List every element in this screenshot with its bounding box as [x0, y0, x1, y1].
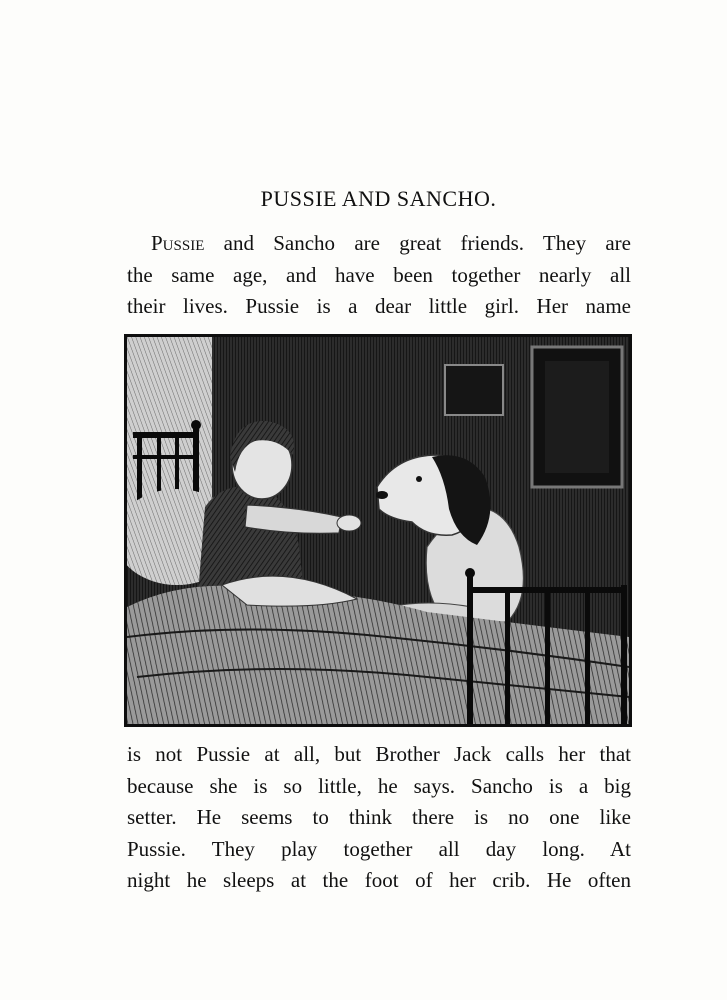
dropword: Pussie — [151, 231, 205, 255]
text-line: setter. He seems to think there is no one like — [127, 805, 631, 829]
engraving-illustration — [124, 334, 632, 727]
text-line: is not Pussie at all, but Brother Jack calls her that — [127, 742, 631, 766]
text-line: Pussie and Sancho are great friends. They are — [151, 231, 631, 255]
text-line: their lives. Pussie is a dear little girl. Her name — [127, 294, 631, 318]
story-title: PUSSIE AND SANCHO. — [260, 186, 497, 211]
paragraph-top — [127, 228, 631, 323]
text-line: Pussie. They play together all day long. At — [127, 836, 631, 861]
text-line: night he sleeps at the foot of her crib. He often — [127, 868, 631, 892]
paragraph-bottom — [127, 739, 631, 897]
text-line: because she is so little, he says. Sancho is a big — [127, 773, 631, 798]
text-line: the same age, and have been together nearly all — [127, 262, 631, 287]
bedroom-scene-image — [127, 337, 629, 724]
